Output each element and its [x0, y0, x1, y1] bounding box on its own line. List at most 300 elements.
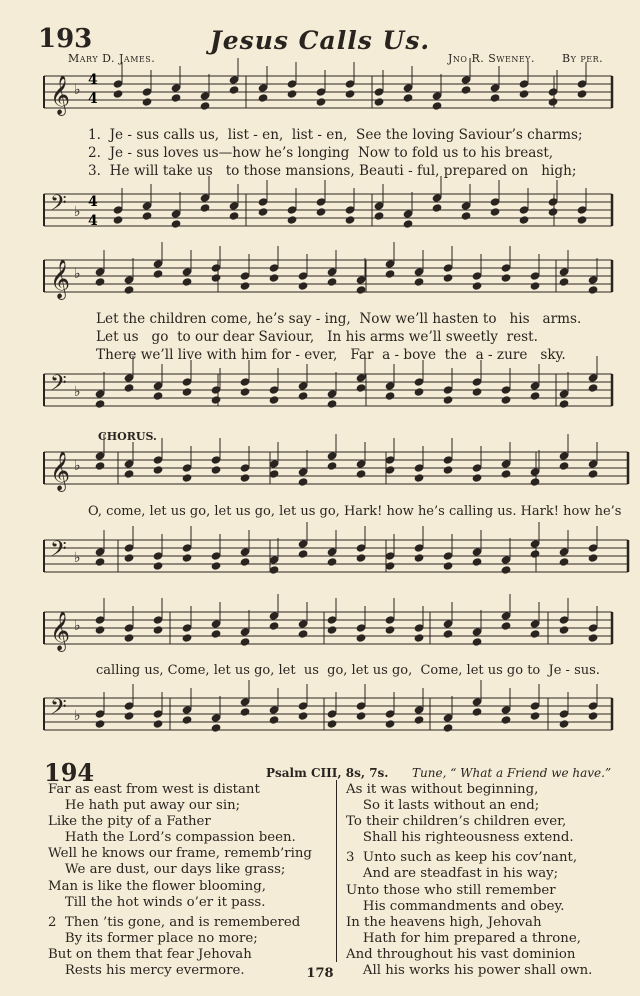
note-head [327, 278, 337, 286]
note-head [182, 706, 192, 714]
note-head [385, 466, 395, 474]
note-head [240, 378, 250, 386]
note-head [472, 548, 482, 556]
note-head [211, 456, 221, 464]
author-credit: Mary D. James. [68, 52, 156, 65]
psalm-left-column [48, 782, 312, 979]
psalm-tune: Tune, “ What a Friend we have.” [412, 766, 612, 780]
psalm-line: 2 Then ’tis gone, and is remembered [48, 914, 301, 930]
treble-clef: 𝄞 [50, 611, 71, 651]
note-head [298, 392, 308, 400]
note-head [443, 264, 453, 272]
note-head [461, 212, 471, 220]
note-head [530, 282, 540, 290]
note-head [403, 94, 413, 102]
note-head [530, 272, 540, 280]
note-head [95, 268, 105, 276]
note-head [519, 80, 529, 88]
note-head [501, 622, 511, 630]
note-head [153, 466, 163, 474]
psalm-number: 194 [44, 758, 95, 787]
key-flat: ♭ [74, 708, 81, 724]
psalm-line: Far as east from west is distant [48, 782, 260, 797]
note-head [559, 390, 569, 398]
note-head [124, 374, 134, 382]
note-head [200, 102, 210, 110]
note-head [530, 392, 540, 400]
note-head [240, 474, 250, 482]
note-head [258, 198, 268, 206]
note-head [530, 550, 540, 558]
note-head [182, 388, 192, 396]
note-head [385, 626, 395, 634]
note-head [182, 554, 192, 562]
key-flat: ♭ [74, 266, 81, 282]
note-head [530, 712, 540, 720]
note-head [327, 390, 337, 398]
note-head [501, 396, 511, 404]
note-head [153, 260, 163, 268]
psalm-line: And are steadfast in his way; [346, 866, 559, 882]
note-head [490, 84, 500, 92]
note-head [240, 698, 250, 706]
note-head [211, 466, 221, 474]
note-head [530, 468, 540, 476]
key-flat: ♭ [74, 618, 81, 634]
page-number: 178 [306, 966, 334, 981]
note-head [472, 638, 482, 646]
time-signature-top: 4 [88, 72, 98, 88]
note-head [403, 210, 413, 218]
note-head [559, 452, 569, 460]
note-head [356, 702, 366, 710]
note-head [124, 276, 134, 284]
note-head [298, 478, 308, 486]
note-head [153, 710, 163, 718]
note-head [211, 264, 221, 272]
note-head [95, 400, 105, 408]
note-head [327, 710, 337, 718]
note-head [501, 612, 511, 620]
note-head [414, 388, 424, 396]
treble-clef: 𝄞 [50, 75, 71, 115]
note-head [559, 720, 569, 728]
note-head [472, 378, 482, 386]
note-head [548, 98, 558, 106]
note-head [327, 720, 337, 728]
note-head [472, 474, 482, 482]
note-head [240, 558, 250, 566]
note-head [374, 98, 384, 106]
note-head [287, 216, 297, 224]
note-head [461, 86, 471, 94]
composer-credit: Jno R. Sweney. [448, 52, 535, 65]
note-head [211, 714, 221, 722]
note-head [356, 712, 366, 720]
note-head [95, 616, 105, 624]
note-head [577, 80, 587, 88]
note-head [443, 466, 453, 474]
note-head [229, 76, 239, 84]
note-head [211, 386, 221, 394]
note-head [298, 620, 308, 628]
note-head [472, 388, 482, 396]
note-head [530, 630, 540, 638]
note-head [356, 634, 366, 642]
note-head [153, 382, 163, 390]
note-head [356, 276, 366, 284]
note-head [385, 710, 395, 718]
psalm-line: Till the hot winds o’er it pass. [48, 894, 266, 910]
note-head [501, 274, 511, 282]
note-head [153, 562, 163, 570]
note-head [443, 714, 453, 722]
note-head [153, 456, 163, 464]
note-head [530, 620, 540, 628]
note-head [548, 208, 558, 216]
treble-clef: 𝄞 [50, 451, 71, 491]
note-head [461, 202, 471, 210]
note-head [414, 634, 424, 642]
note-head [414, 464, 424, 472]
note-head [142, 98, 152, 106]
note-head [95, 710, 105, 718]
verse-2-line-a: 2. Je - sus loves us—how he’s longing Now to fold us to his breast, [88, 145, 554, 161]
note-head [269, 566, 279, 574]
note-head [414, 278, 424, 286]
note-head [229, 202, 239, 210]
note-head [124, 702, 134, 710]
note-head [269, 460, 279, 468]
note-head [432, 204, 442, 212]
note-head [501, 706, 511, 714]
note-head [124, 470, 134, 478]
note-head [171, 94, 181, 102]
note-head [519, 216, 529, 224]
time-signature-bottom: 4 [88, 91, 98, 107]
note-head [345, 206, 355, 214]
note-head [258, 84, 268, 92]
note-head [182, 378, 192, 386]
note-head [298, 702, 308, 710]
note-head [443, 396, 453, 404]
verse-2-line-b: Let us go to our dear Saviour, In his arms we’ll sweetly rest. [96, 329, 538, 345]
note-head [472, 464, 482, 472]
chorus-label: CHORUS. [98, 430, 157, 443]
psalm-line: 3 Unto such as keep his cov’nant, [346, 850, 578, 866]
note-head [577, 206, 587, 214]
note-head [414, 706, 424, 714]
note-head [461, 76, 471, 84]
note-head [171, 220, 181, 228]
psalm-line: Hath for him prepared a throne, [346, 930, 581, 946]
note-head [124, 634, 134, 642]
note-head [559, 462, 569, 470]
chorus-line-2: calling us, Come, let us go, let us go, let us go, Come, let us go to Je - sus. [96, 663, 600, 678]
note-head [298, 282, 308, 290]
note-head [171, 84, 181, 92]
note-head [287, 80, 297, 88]
note-head [316, 98, 326, 106]
note-head [559, 400, 569, 408]
note-head [385, 382, 395, 390]
note-head [385, 562, 395, 570]
note-head [269, 716, 279, 724]
note-head [298, 272, 308, 280]
column-divider [336, 780, 337, 962]
key-flat: ♭ [74, 458, 81, 474]
note-head [588, 460, 598, 468]
note-head [472, 698, 482, 706]
note-head [414, 544, 424, 552]
note-head [345, 80, 355, 88]
note-head [559, 548, 569, 556]
bass-time-signature-bottom: 4 [88, 213, 98, 229]
note-head [501, 566, 511, 574]
note-head [356, 460, 366, 468]
note-head [182, 634, 192, 642]
note-head [124, 554, 134, 562]
note-head [559, 616, 569, 624]
note-head [240, 708, 250, 716]
note-head [153, 392, 163, 400]
note-head [124, 384, 134, 392]
hymn-number: 193 [38, 24, 93, 54]
bass-clef: 𝄢 [50, 191, 67, 221]
psalm-right-column [346, 782, 592, 979]
note-head [153, 616, 163, 624]
note-head [182, 716, 192, 724]
note-head [153, 720, 163, 728]
note-head [356, 384, 366, 392]
note-head [374, 212, 384, 220]
bass-clef: 𝄢 [50, 537, 67, 567]
note-head [113, 90, 123, 98]
note-head [443, 620, 453, 628]
note-head [501, 264, 511, 272]
note-head [142, 202, 152, 210]
note-head [269, 386, 279, 394]
note-head [490, 198, 500, 206]
note-head [269, 274, 279, 282]
note-head [588, 712, 598, 720]
note-head [124, 712, 134, 720]
note-head [298, 540, 308, 548]
psalm-line: Shall his righteousness extend. [346, 830, 574, 846]
psalm-line: All his works his power shall own. [346, 963, 593, 979]
note-head [414, 554, 424, 562]
note-head [356, 286, 366, 294]
note-head [414, 474, 424, 482]
note-head [356, 470, 366, 478]
note-head [472, 628, 482, 636]
note-head [200, 194, 210, 202]
note-head [530, 540, 540, 548]
note-head [200, 92, 210, 100]
psalm-heading: Psalm CIII, 8s, 7s. [266, 766, 389, 780]
note-head [211, 724, 221, 732]
note-head [182, 544, 192, 552]
note-head [403, 84, 413, 92]
note-head [298, 468, 308, 476]
note-head [142, 212, 152, 220]
note-head [490, 94, 500, 102]
note-head [229, 212, 239, 220]
note-head [374, 202, 384, 210]
note-head [287, 90, 297, 98]
note-head [316, 198, 326, 206]
note-head [588, 702, 598, 710]
note-head [472, 282, 482, 290]
note-head [443, 562, 453, 570]
psalm-line: Rests his mercy evermore. [48, 963, 245, 979]
note-head [443, 552, 453, 560]
note-head [374, 88, 384, 96]
note-head [588, 384, 598, 392]
note-head [414, 716, 424, 724]
permission-note: By per. [562, 52, 604, 65]
note-head [229, 86, 239, 94]
note-head [258, 94, 268, 102]
note-head [356, 554, 366, 562]
note-head [182, 278, 192, 286]
key-flat: ♭ [74, 550, 81, 566]
note-head [298, 712, 308, 720]
note-head [327, 462, 337, 470]
note-head [240, 628, 250, 636]
note-head [95, 558, 105, 566]
note-head [240, 548, 250, 556]
psalm-line: As it was without beginning, [346, 782, 539, 797]
note-head [269, 556, 279, 564]
note-head [240, 272, 250, 280]
note-head [298, 550, 308, 558]
psalm-line: To their children’s children ever, [346, 814, 567, 830]
note-head [95, 548, 105, 556]
key-flat: ♭ [74, 82, 81, 98]
note-head [472, 272, 482, 280]
note-head [200, 204, 210, 212]
note-head [356, 544, 366, 552]
note-head [95, 390, 105, 398]
note-head [240, 638, 250, 646]
note-head [269, 470, 279, 478]
note-head [298, 630, 308, 638]
psalm-line: Like the pity of a Father [48, 814, 211, 830]
key-flat: ♭ [74, 384, 81, 400]
note-head [588, 554, 598, 562]
note-head [519, 90, 529, 98]
verse-3-line-b: There we’ll live with him for - ever, Far a - bove the a - zure sky. [96, 347, 566, 363]
note-head [327, 626, 337, 634]
note-head [124, 286, 134, 294]
note-head [472, 708, 482, 716]
psalm-line: His commandments and obey. [346, 898, 565, 914]
note-head [559, 268, 569, 276]
note-head [211, 630, 221, 638]
note-head [95, 278, 105, 286]
note-head [414, 624, 424, 632]
note-head [588, 276, 598, 284]
verse-1-line-b: Let the children come, he’s say - ing, Now we’ll hasten to his arms. [96, 311, 582, 327]
note-head [385, 260, 395, 268]
note-head [95, 462, 105, 470]
note-head [403, 220, 413, 228]
note-head [501, 556, 511, 564]
note-head [211, 396, 221, 404]
note-head [443, 630, 453, 638]
note-head [240, 282, 250, 290]
note-head [588, 286, 598, 294]
note-head [432, 194, 442, 202]
note-head [124, 460, 134, 468]
verse-3-line-a: 3. He will take us to those mansions, Beauti - ful, prepared on high; [88, 163, 577, 179]
note-head [153, 270, 163, 278]
note-head [559, 710, 569, 718]
verse-1-line-a: 1. Je - sus calls us, list - en, list - en, See the loving Saviour’s charms; [88, 127, 583, 143]
note-head [490, 208, 500, 216]
note-head [530, 382, 540, 390]
psalm-line: But on them that fear Jehovah [48, 946, 252, 962]
note-head [385, 720, 395, 728]
note-head [113, 216, 123, 224]
note-head [327, 268, 337, 276]
note-head [443, 456, 453, 464]
note-head [559, 278, 569, 286]
note-head [588, 624, 598, 632]
note-head [588, 634, 598, 642]
note-head [588, 374, 598, 382]
note-head [182, 464, 192, 472]
psalm-line: So it lasts without an end; [346, 798, 540, 814]
note-head [501, 716, 511, 724]
note-head [588, 470, 598, 478]
note-head [559, 626, 569, 634]
note-head [345, 216, 355, 224]
note-head [327, 548, 337, 556]
note-head [327, 452, 337, 460]
key-flat: ♭ [74, 204, 81, 220]
note-head [345, 90, 355, 98]
note-head [443, 724, 453, 732]
note-head [95, 626, 105, 634]
note-head [240, 464, 250, 472]
note-head [269, 622, 279, 630]
note-head [171, 210, 181, 218]
note-head [153, 552, 163, 560]
psalm-line: He hath put away our sin; [48, 798, 241, 814]
note-head [443, 274, 453, 282]
note-head [124, 544, 134, 552]
note-head [548, 88, 558, 96]
psalm-line: Well he knows our frame, rememb’ring [48, 846, 312, 862]
note-head [182, 474, 192, 482]
psalm-line: Man is like the flower blooming, [48, 878, 266, 894]
note-head [95, 452, 105, 460]
note-head [327, 616, 337, 624]
note-head [472, 558, 482, 566]
note-head [385, 552, 395, 560]
note-head [269, 396, 279, 404]
note-head [211, 620, 221, 628]
note-head [588, 544, 598, 552]
note-head [269, 264, 279, 272]
note-head [258, 208, 268, 216]
psalm-line: We are dust, our days like grass; [48, 862, 286, 878]
note-head [316, 88, 326, 96]
note-head [356, 374, 366, 382]
note-head [385, 616, 395, 624]
